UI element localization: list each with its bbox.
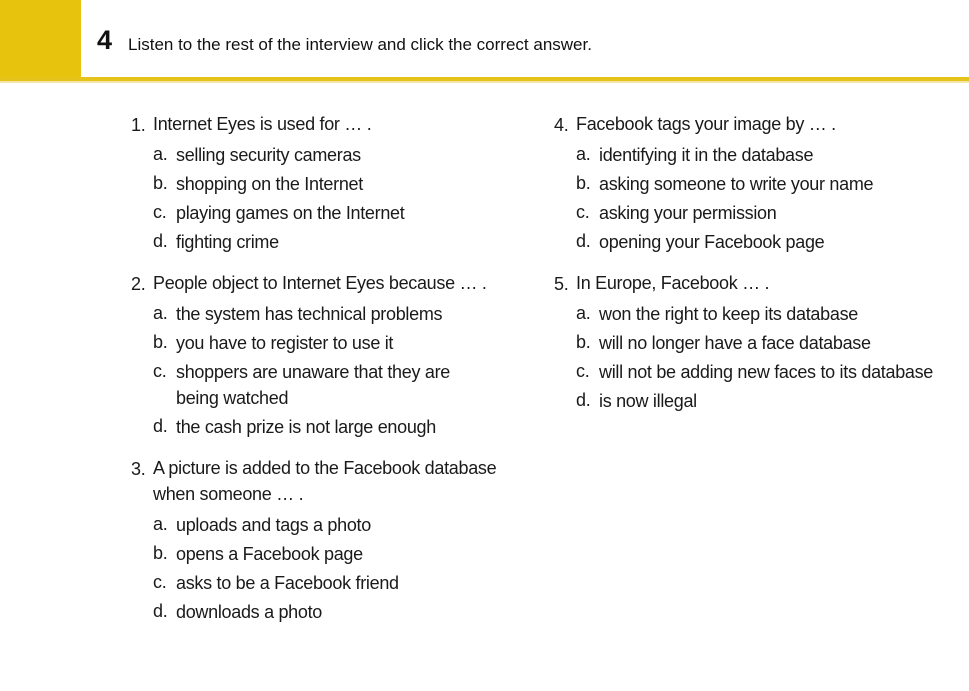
answer-option-5c[interactable] (554, 357, 964, 386)
question-stem (554, 111, 964, 140)
option-text[interactable]: identifying it in the database (599, 144, 814, 165)
question-text: Internet Eyes is used for … . (153, 114, 372, 134)
answer-option-5a[interactable] (554, 299, 964, 328)
question-number: 2. (131, 274, 146, 294)
option-text[interactable]: will not be adding new faces to its database (599, 361, 934, 382)
option-letter: b. (576, 332, 591, 352)
header-accent-block (0, 0, 81, 77)
option-letter: b. (153, 332, 168, 352)
question-4 (554, 111, 964, 256)
question-1 (131, 111, 531, 256)
questions-left-column (131, 111, 531, 640)
option-letter: d. (576, 231, 591, 251)
option-letter: b. (576, 173, 591, 193)
option-text[interactable]: asks to be a Facebook friend (176, 572, 399, 593)
option-letter: d. (153, 601, 168, 621)
option-text[interactable]: shopping on the Internet (176, 173, 363, 194)
option-letter: c. (153, 202, 167, 222)
option-text[interactable]: you have to register to use it (176, 332, 394, 353)
option-letter: d. (153, 416, 168, 436)
option-text[interactable]: will no longer have a face database (599, 332, 871, 353)
option-text[interactable]: opens a Facebook page (176, 543, 363, 564)
question-5 (554, 270, 964, 415)
option-text[interactable]: opening your Facebook page (599, 231, 825, 252)
question-3 (131, 455, 531, 626)
option-letter: a. (576, 144, 591, 164)
option-text[interactable]: shoppers are unaware that they are being watched (176, 361, 450, 408)
answer-option-1a[interactable] (131, 140, 531, 169)
question-2 (131, 270, 531, 441)
option-letter: d. (153, 231, 168, 251)
option-letter: a. (153, 514, 168, 534)
answer-option-2b[interactable] (131, 328, 531, 357)
option-letter: c. (153, 572, 167, 592)
answer-option-1d[interactable] (131, 227, 531, 256)
question-text: A picture is added to the Facebook database when someone … . (153, 458, 497, 504)
header-divider-shadow (0, 81, 969, 83)
question-text: People object to Internet Eyes because … . (153, 273, 487, 293)
option-text[interactable]: playing games on the Internet (176, 202, 405, 223)
answer-option-1c[interactable] (131, 198, 531, 227)
question-stem (554, 270, 964, 299)
option-text[interactable]: the system has technical problems (176, 303, 443, 324)
option-text[interactable]: asking someone to write your name (599, 173, 874, 194)
option-letter: c. (576, 361, 590, 381)
answer-option-2c[interactable] (131, 357, 531, 412)
answer-option-1b[interactable] (131, 169, 531, 198)
question-number: 3. (131, 459, 146, 479)
option-letter: b. (153, 543, 168, 563)
answer-option-2d[interactable] (131, 412, 531, 441)
exercise-number: 4 (97, 25, 113, 55)
exercise-instruction: Listen to the rest of the interview and click the correct answer. (128, 35, 592, 54)
option-letter: a. (576, 303, 591, 323)
option-letter: b. (153, 173, 168, 193)
option-text[interactable]: asking your permission (599, 202, 777, 223)
question-stem (131, 111, 531, 140)
option-text[interactable]: the cash prize is not large enough (176, 416, 436, 437)
answer-option-5d[interactable] (554, 386, 964, 415)
question-stem (131, 455, 531, 510)
question-stem (131, 270, 531, 299)
option-text[interactable]: uploads and tags a photo (176, 514, 371, 535)
option-letter: a. (153, 144, 168, 164)
option-letter: c. (153, 361, 167, 381)
option-text[interactable]: fighting crime (176, 231, 279, 252)
answer-option-3a[interactable] (131, 510, 531, 539)
option-letter: d. (576, 390, 591, 410)
answer-option-3d[interactable] (131, 597, 531, 626)
questions-right-column (554, 111, 964, 429)
question-text: Facebook tags your image by … . (576, 114, 836, 134)
answer-option-5b[interactable] (554, 328, 964, 357)
question-text: In Europe, Facebook … . (576, 273, 770, 293)
option-text[interactable]: downloads a photo (176, 601, 323, 622)
answer-option-3b[interactable] (131, 539, 531, 568)
option-letter: c. (576, 202, 590, 222)
answer-option-3c[interactable] (131, 568, 531, 597)
question-number: 5. (554, 274, 569, 294)
answer-option-4d[interactable] (554, 227, 964, 256)
question-number: 1. (131, 115, 146, 135)
option-text[interactable]: selling security cameras (176, 144, 361, 165)
answer-option-2a[interactable] (131, 299, 531, 328)
option-letter: a. (153, 303, 168, 323)
question-number: 4. (554, 115, 569, 135)
answer-option-4b[interactable] (554, 169, 964, 198)
answer-option-4c[interactable] (554, 198, 964, 227)
option-text[interactable]: is now illegal (599, 390, 697, 411)
answer-option-4a[interactable] (554, 140, 964, 169)
option-text[interactable]: won the right to keep its database (599, 303, 858, 324)
